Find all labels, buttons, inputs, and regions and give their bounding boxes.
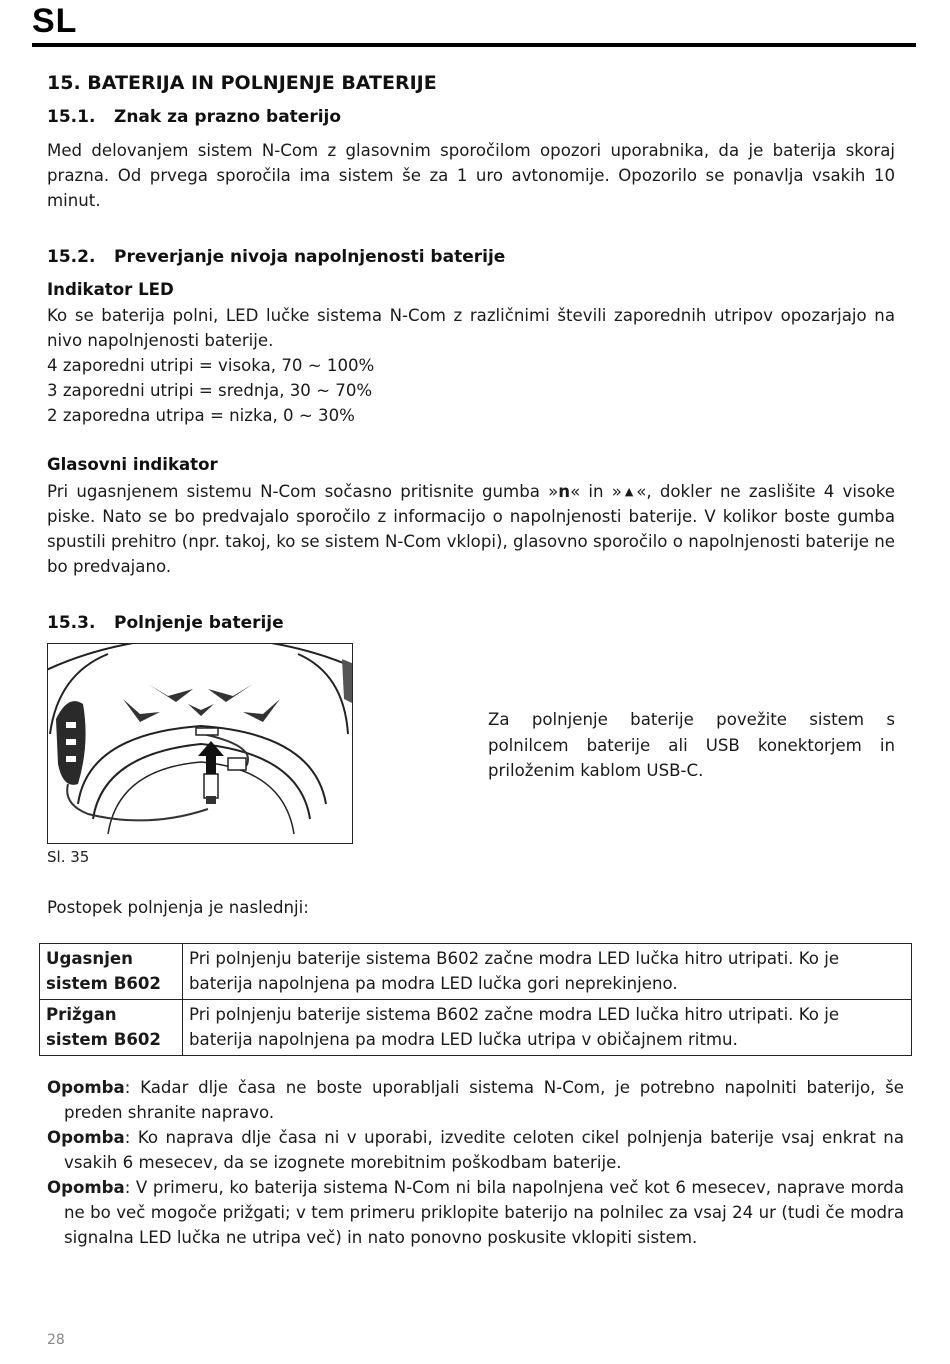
up-button-icon: ▲ [621,485,637,498]
subsection-number: 15.3. [47,613,96,633]
voice-indicator-paragraph [47,479,895,579]
subsection-title: Preverjanje nivoja napolnjenosti baterije [114,247,506,267]
subsection-number: 15.1. [47,107,96,127]
header-rule [32,43,916,47]
subsection-heading-15-1 [47,107,341,127]
table-text-cell: Pri polnjenju baterije sistema B602 začne modra LED lučka hitro utripati. Ko je baterija napolnjena pa modra LED lučka gori neprekinjeno. [183,944,912,1000]
subsection-heading-15-3 [47,613,284,633]
subsection-number: 15.2. [47,247,96,267]
section-title: BATERIJA IN POLNJENJE BATERIJE [87,72,437,94]
section-heading [47,72,437,94]
table-row [40,944,912,1000]
figure-description: Za polnjenje baterije povežite sistem s polnilcem baterije ali USB konektorjem in priloženim kablom USB-C. [488,710,895,780]
note-item [47,1075,904,1125]
figure-caption: Sl. 35 [47,848,90,866]
row-label: Prižgan [46,1005,117,1024]
table-row [40,1000,912,1056]
charging-table [39,943,912,1056]
note-label: Opomba [47,1078,125,1097]
notes-list [47,1075,904,1250]
voice-text-part: « in » [570,482,622,501]
helmet-charging-figure [47,643,353,844]
voice-text-part: Pri ugasnjenem sistemu N-Com sočasno pritisnite gumba » [47,482,559,501]
note-text: : Kadar dlje časa ne boste uporabljali sistema N-Com, je potrebno napolniti baterijo, še preden shranite napravo. [64,1078,904,1122]
level-high: 4 zaporedni utripi = visoka, 70 ~ 100% [47,356,375,375]
led-indicator-paragraph: Ko se baterija polni, LED lučke sistema N-Com z različnimi števili zaporednih utripov opozarjajo na nivo napolnjenosti baterije. [47,306,895,350]
helmet-charging-illustration [48,644,353,844]
note-label: Opomba [47,1178,125,1197]
row-label: Ugasnjen [46,949,133,968]
page-number: 28 [47,1332,65,1348]
row-label: sistem B602 [46,1030,161,1049]
section-number: 15. [47,72,81,94]
table-label-cell [40,944,183,1000]
row-label: sistem B602 [46,974,161,993]
led-indicator-heading: Indikator LED [47,280,174,299]
table-label-cell [40,1000,183,1056]
language-code: SL [32,2,78,40]
subsection-heading-15-2 [47,247,505,267]
voice-indicator-heading: Glasovni indikator [47,455,218,474]
table-text-cell: Pri polnjenju baterije sistema B602 začne modra LED lučka hitro utripati. Ko je baterija napolnjena pa modra LED lučka utripa v običajnem ritmu. [183,1000,912,1056]
subsection-title: Polnjenje baterije [114,613,284,633]
level-medium: 3 zaporedni utripi = srednja, 30 ~ 70% [47,381,373,400]
voice-text-part: «, dokler ne zaslišite 4 visoke piske. Nato se bo predvajalo sporočilo z informacijo o napolnjenosti baterije. V kolikor boste gumba spustili prehitro (npr. takoj, ko se sistem N-Com vklopi), glasovno sporočilo o napolnjenosti baterije ne bo predvajano. [47,482,896,576]
level-low: 2 zaporedna utripa = nizka, 0 ~ 30% [47,406,355,425]
procedure-intro: Postopek polnjenja je naslednji: [47,898,309,917]
n-button-glyph: n [558,482,571,501]
subsection-title: Znak za prazno baterijo [114,107,342,127]
note-item [47,1175,904,1250]
note-text: : V primeru, ko baterija sistema N-Com ni bila napolnjena več kot 6 mesecev, naprave morda ne bo več mogoče prižgati; v tem primeru priklopite baterijo na polnilec za vsaj 24 ur (tudi če modra signalna LED lučka ne utripa več) in nato ponovno poskusite vklopiti sistem. [64,1178,904,1247]
note-label: Opomba [47,1128,125,1147]
note-text: : Ko naprava dlje časa ni v uporabi, izvedite celoten cikel polnjenja baterije vsaj enkrat na vsakih 6 mesecev, da se izognete morebitnim poškodbam baterije. [64,1128,904,1172]
low-battery-paragraph: Med delovanjem sistem N-Com z glasovnim sporočilom opozori uporabnika, da je baterija skoraj prazna. Od prvega sporočila ima sistem še za 1 uro avtonomije. Opozorilo se ponavlja vsakih 10 minut. [47,141,895,210]
note-item [47,1125,904,1175]
